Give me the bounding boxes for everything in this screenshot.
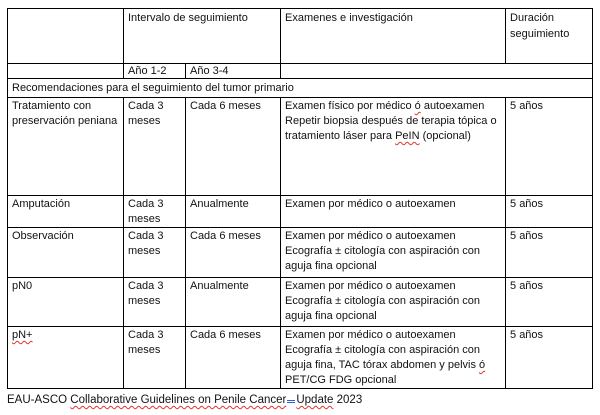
misspelled-word: Update — [296, 394, 334, 406]
exam-cell — [281, 228, 506, 278]
exam-paragraph — [285, 99, 501, 114]
misspelled-word: ó — [479, 359, 486, 371]
table-row-observation — [8, 228, 593, 278]
empty-cell — [8, 64, 124, 79]
interval-1-2-cell: Cada 3 meses — [124, 327, 186, 389]
exam-text: PET/CG FDG opcional — [285, 374, 397, 386]
section-title: Recomendaciones para el seguimiento del tumor primario — [8, 79, 593, 98]
exam-paragraph: Examen por médico o autoexamen — [285, 329, 456, 341]
citation-suffix: 2023 — [333, 394, 363, 406]
misspelled-word: ó — [414, 100, 421, 112]
citation-prefix: EAU-ASCO — [7, 394, 71, 406]
header-exams: Examenes e investigación — [281, 9, 506, 64]
interval-3-4-cell: Anualmente — [186, 196, 281, 228]
interval-3-4-cell: Anualmente — [186, 278, 281, 327]
exam-text: Ecografía ± citología con aspiración con aguja fina, TAC tórax abdomen y pelvis — [285, 344, 480, 371]
section-row — [8, 79, 593, 98]
subheader-year-3-4: Año 3-4 — [186, 64, 281, 79]
header-row — [8, 9, 593, 64]
table-row-amputation — [8, 196, 593, 228]
follow-up-table — [7, 8, 593, 389]
interval-3-4-cell: Cada 6 meses — [186, 327, 281, 389]
exam-paragraph — [285, 114, 501, 144]
interval-3-4-cell: Cada 6 meses — [186, 228, 281, 278]
exam-text: (opcional) — [419, 130, 471, 142]
misspelled-word: pN+ — [12, 329, 33, 341]
duration-cell: 5 años — [506, 98, 593, 196]
exam-cell — [281, 196, 506, 228]
exam-paragraph: Examen por médico o autoexamen — [285, 280, 456, 292]
exam-paragraph: Ecografía ± citología con aspiración con aguja fina opcional — [285, 295, 480, 322]
table-row-pn-plus — [8, 327, 593, 389]
subheader-row — [8, 64, 593, 79]
interval-1-2-cell: Cada 3 meses — [124, 196, 186, 228]
interval-1-2-cell: Cada 3 meses — [124, 278, 186, 327]
duration-cell: 5 años — [506, 228, 593, 278]
exam-text: Examen físico por médico — [285, 100, 415, 112]
row-label: Observación — [8, 228, 124, 278]
exam-cell — [281, 98, 506, 196]
exam-cell — [281, 278, 506, 327]
row-label: pN0 — [8, 278, 124, 327]
interval-3-4-cell: Cada 6 meses — [186, 98, 281, 196]
empty-corner-cell — [8, 9, 124, 64]
duration-cell: 5 años — [506, 196, 593, 228]
row-label: Amputación — [8, 196, 124, 228]
header-duration: Duración seguimiento — [506, 9, 593, 64]
misspelled-word: PeIN — [395, 130, 420, 142]
header-interval: Intervalo de seguimiento — [124, 9, 281, 64]
duration-cell: 5 años — [506, 278, 593, 327]
row-label — [8, 327, 124, 389]
exam-text: Repetir biopsia después de terapia tópica o tratamiento láser para — [285, 115, 497, 142]
table-row-pn0 — [8, 278, 593, 327]
empty-cell — [281, 64, 593, 79]
exam-paragraph: Examen por médico o autoexamen — [285, 198, 456, 210]
exam-paragraph: Examen por médico o autoexamen — [285, 230, 456, 242]
duration-cell: 5 años — [506, 327, 593, 389]
interval-1-2-cell: Cada 3 meses — [124, 98, 186, 196]
row-label: Tratamiento con preservación peniana — [8, 98, 124, 196]
interval-1-2-cell: Cada 3 meses — [124, 228, 186, 278]
subheader-year-1-2: Año 1-2 — [124, 64, 186, 79]
exam-paragraph — [285, 343, 501, 388]
table-row-penile-preservation — [8, 98, 593, 196]
grammar-check-mark — [287, 391, 295, 403]
source-citation — [7, 391, 362, 408]
exam-paragraph: Ecografía ± citología con aspiración con aguja fina opcional — [285, 245, 480, 272]
exam-cell — [281, 327, 506, 389]
exam-text: autoexamen — [420, 100, 485, 112]
misspelled-phrase: Collaborative Guidelines on Penile Cancer — [70, 394, 287, 406]
